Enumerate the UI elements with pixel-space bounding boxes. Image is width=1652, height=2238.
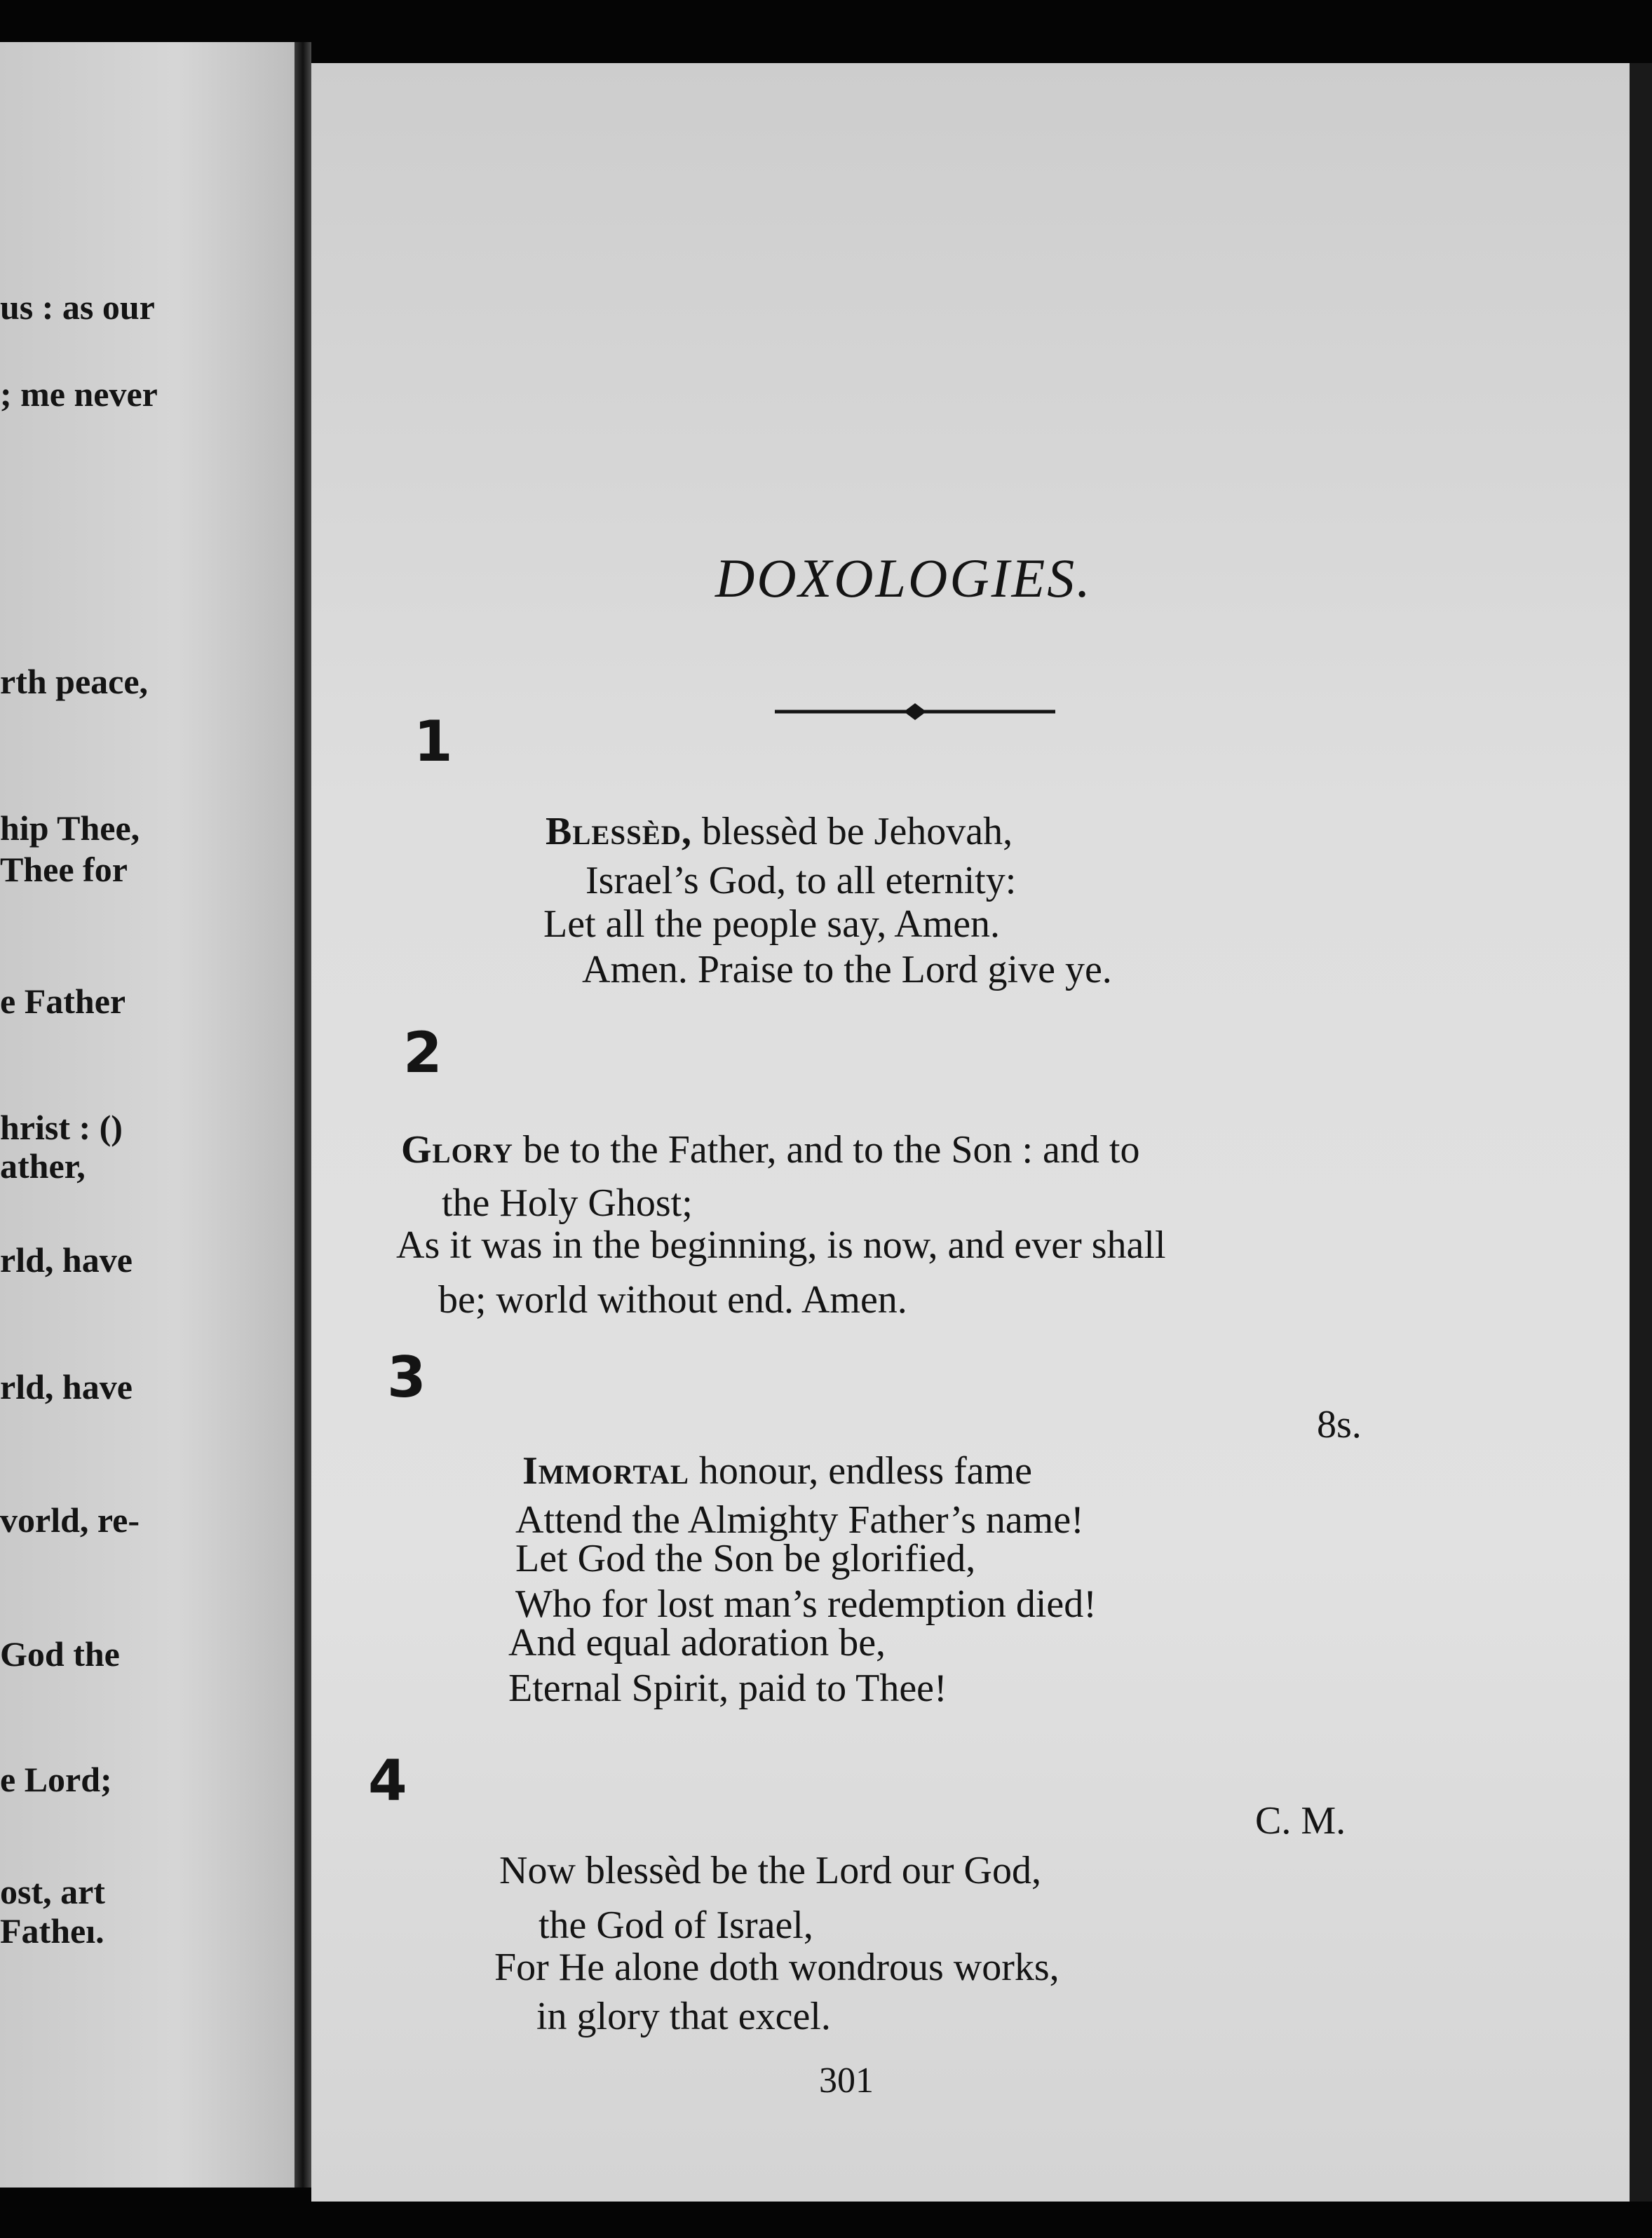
verse-line: Israel’s God, to all eternity: xyxy=(585,859,1017,902)
verse-line: in glory that excel. xyxy=(536,1995,831,2038)
verse-line: the Holy Ghost; xyxy=(442,1181,693,1225)
verse-line-text: blessèd be Jehovah, xyxy=(691,810,1013,853)
verse-line xyxy=(401,1128,1140,1172)
page-number: 301 xyxy=(819,2061,874,2101)
left-page-line: ost, art xyxy=(0,1872,105,1911)
verse-line: Now blessèd be the Lord our God, xyxy=(499,1849,1041,1892)
verse-line: Let all the people say, Amen. xyxy=(543,902,1001,946)
left-page-line: ; me never xyxy=(0,374,158,414)
left-page-line: God the xyxy=(0,1634,120,1674)
verse-line: As it was in the beginning, is now, and ever shall xyxy=(396,1223,1166,1267)
left-page-line: hip Thee, xyxy=(0,808,140,848)
left-page-line: rld, have xyxy=(0,1240,133,1280)
verse-first-word: Blessèd, xyxy=(546,810,692,853)
verse-line: Eternal Spirit, paid to Thee! xyxy=(508,1667,947,1710)
verse-line: Who for lost man’s redemption died! xyxy=(515,1582,1097,1626)
verse-line-text: be to the Father, and to the Son : and to xyxy=(513,1128,1140,1172)
verse-line: the God of Israel, xyxy=(539,1904,813,1947)
left-page-line: hrist : () xyxy=(0,1108,123,1147)
meter-label: C. M. xyxy=(1255,1799,1346,1843)
doxology-number: 2 xyxy=(403,1020,442,1085)
verse-line: And equal adoration be, xyxy=(508,1621,886,1664)
verse-line xyxy=(546,812,1013,851)
verse-line xyxy=(522,1451,1032,1491)
doxology-number: 4 xyxy=(368,1748,407,1813)
verse-line: For He alone doth wondrous works, xyxy=(494,1946,1059,1989)
doxology-number: 3 xyxy=(387,1345,426,1410)
verse-line: Attend the Almighty Father’s name! xyxy=(515,1498,1084,1542)
verse-line: Amen. Praise to the Lord give ye. xyxy=(582,948,1112,991)
verse-line: be; world without end. Amen. xyxy=(438,1278,907,1322)
left-page-line: e Lord; xyxy=(0,1760,112,1799)
left-page-line: Fatheı. xyxy=(0,1911,104,1951)
left-page-line: us : as our xyxy=(0,287,155,327)
meter-label: 8s. xyxy=(1317,1403,1362,1446)
page-heading: DOXOLOGIES. xyxy=(715,548,1092,609)
left-page-line: e Father xyxy=(0,982,126,1021)
previous-page xyxy=(0,42,294,2188)
book-gutter xyxy=(294,42,311,2188)
verse-first-word: Glory xyxy=(401,1128,513,1172)
doxology-number: 1 xyxy=(414,709,453,774)
verse-line: Let God the Son be glorified, xyxy=(515,1537,976,1580)
left-page-line: vorld, re- xyxy=(0,1500,140,1540)
left-page-line: Thee for xyxy=(0,850,128,889)
left-page-line: rld, have xyxy=(0,1367,133,1406)
divider-ornament xyxy=(775,698,1055,726)
left-page-line: ather, xyxy=(0,1146,86,1186)
verse-line-text: honour, endless fame xyxy=(689,1449,1033,1493)
verse-first-word: Immortal xyxy=(522,1449,689,1493)
page-edge-shadow xyxy=(1630,63,1652,2202)
left-page-line: rth peace, xyxy=(0,662,149,701)
